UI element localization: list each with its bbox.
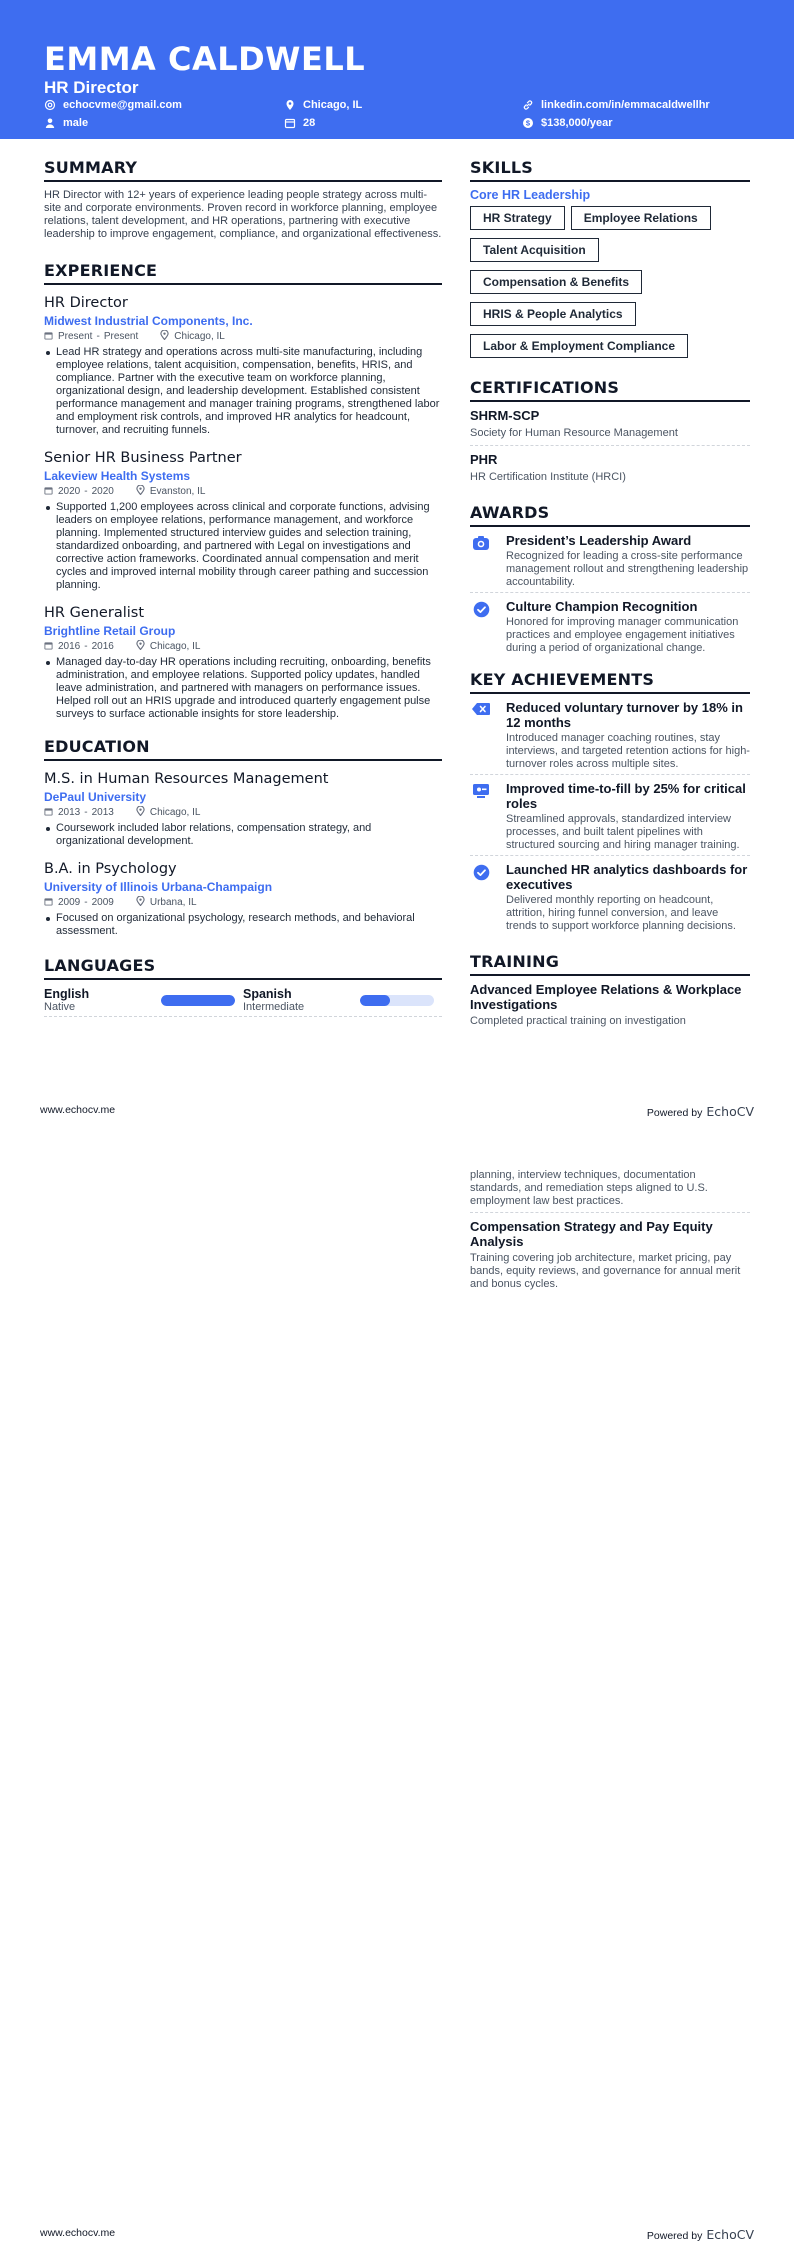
check-badge-icon	[470, 599, 492, 655]
skill-tag: Employee Relations	[571, 206, 711, 230]
date-location-row	[44, 330, 442, 344]
certification-item	[470, 402, 750, 446]
location-text: Urbana, IL	[149, 897, 197, 908]
achievement-description: Introduced manager coaching routines, stay interviews, and targeted retention actions for high-turnover roles across multiple sites.	[506, 732, 750, 770]
training-item	[470, 1213, 750, 1295]
footer-powered: Powered by	[646, 2230, 703, 2242]
certification-org: HR Certification Institute (HRCI)	[470, 471, 626, 483]
certification-name: PHR	[470, 452, 498, 467]
left-column	[44, 158, 442, 1017]
award-name: Culture Champion Recognition	[506, 599, 698, 614]
experience-entry	[44, 449, 442, 592]
linkedin-text: linkedin.com/in/emmacaldwellhr	[541, 99, 710, 111]
achievement-item	[470, 775, 750, 856]
date-location-row	[44, 806, 442, 820]
training-desc: Completed practical training on investigation	[470, 1015, 686, 1027]
date-location-row	[44, 640, 442, 654]
location	[136, 640, 201, 654]
right-column	[470, 158, 750, 1032]
svg-text:$: $	[525, 118, 531, 128]
awards-list	[470, 527, 750, 658]
achievements-heading: KEY ACHIEVEMENTS	[470, 670, 750, 694]
language-item	[243, 987, 442, 1014]
training-continuation	[470, 1163, 750, 1295]
end-date: 2016	[91, 641, 114, 652]
job-title: HR Generalist	[44, 605, 144, 621]
certifications-list	[470, 402, 750, 489]
start-date: 2020	[58, 486, 81, 497]
footer-site[interactable]: www.echocv.me	[40, 1104, 116, 1116]
award-item	[470, 527, 750, 593]
candidate-name: EMMA CALDWELL	[44, 40, 366, 78]
location-text: Chicago, IL	[303, 99, 363, 111]
job-description: Lead HR strategy and operations across multi-site manufacturing, including employee relations, talent acquisition, compensation, benefits, HRIS, and compliance. Partner with the executive team on workforce planning, organizational design, and leadership development. Established consistent performance management and manager training programs, strengthened labor and employment risk controls, and improved HR analytics for headcount, turnover, and recruiting funnels.	[44, 346, 442, 437]
language-level: Intermediate	[243, 1001, 305, 1013]
achievements-list	[470, 694, 750, 936]
calendar-icon	[44, 807, 53, 820]
resume-header	[0, 0, 794, 139]
experience-entry	[44, 604, 442, 721]
location	[136, 485, 206, 499]
skill-group-title: Core HR Leadership	[470, 188, 591, 202]
achievement-description: Streamlined approvals, standardized interview processes, and built talent pipelines with structured sourcing and hiring manager training.	[506, 813, 740, 851]
location	[160, 330, 225, 344]
education-description: Focused on organizational psychology, research methods, and behavioral assessment.	[44, 912, 442, 938]
training-item	[470, 976, 750, 1032]
achievement-description: Delivered monthly reporting on headcount, attrition, hiring funnel conversion, and leave trends to support workforce planning decisions.	[506, 894, 736, 932]
contact-email[interactable]	[44, 99, 182, 111]
location-text: Chicago, IL	[149, 641, 201, 652]
contact-age	[284, 117, 315, 129]
summary-heading: SUMMARY	[44, 158, 442, 182]
start-date: 2016	[58, 641, 81, 652]
link-icon	[522, 99, 534, 111]
calendar-icon	[44, 641, 53, 654]
footer-brand[interactable]: EchoCV	[706, 2227, 754, 2242]
language-name: English	[44, 987, 90, 1001]
map-pin-icon	[136, 640, 145, 654]
footer-site[interactable]: www.echocv.me	[40, 2227, 116, 2239]
location-text: Chicago, IL	[174, 331, 225, 342]
footer-brand[interactable]: EchoCV	[706, 1104, 754, 1119]
award-name: President’s Leadership Award	[506, 533, 692, 548]
degree-title: B.A. in Psychology	[44, 861, 177, 877]
skill-tag: Labor & Employment Compliance	[470, 334, 688, 358]
date-separator: -	[84, 641, 88, 652]
training-heading: TRAINING	[470, 952, 750, 976]
job-title: Senior HR Business Partner	[44, 450, 242, 466]
certification-name: SHRM-SCP	[470, 408, 540, 423]
experience-list	[44, 294, 442, 721]
experience-entry	[44, 294, 442, 437]
award-item	[470, 593, 750, 658]
certifications-heading: CERTIFICATIONS	[470, 378, 750, 402]
page-footer	[40, 1104, 754, 1119]
calendar-icon	[44, 897, 53, 910]
item-text	[506, 781, 750, 852]
proficiency-bar	[360, 995, 434, 1006]
training-desc: Training covering job architecture, market pricing, pay bands, equity reviews, and governance for annual merit and bonus cycles.	[470, 1252, 741, 1290]
location-text: Chicago, IL	[149, 807, 201, 818]
end-date: 2013	[91, 807, 114, 818]
language-name: Spanish	[243, 987, 292, 1001]
presentation-icon	[470, 781, 492, 852]
school-name[interactable]: DePaul University	[44, 790, 147, 804]
award-description: Recognized for leading a cross-site performance management rollout and strengthening leadership accountability.	[506, 550, 749, 588]
achievement-name: Improved time-to-fill by 25% for critical roles	[506, 781, 746, 811]
job-description: Managed day-to-day HR operations including recruiting, onboarding, benefits administration, and employee relations. Supported policy updates, handled leave administration, and partnered with managers on performance issues. Helped roll out an HRIS upgrade and introduced quarterly engagement pulse surveys to surface actionable insights for store leadership.	[44, 656, 442, 721]
salary-text: $138,000/year	[541, 117, 613, 129]
item-text	[506, 862, 750, 933]
proficiency-fill	[360, 995, 390, 1006]
contact-location	[284, 99, 362, 111]
date-location-row	[44, 896, 442, 910]
location	[136, 806, 201, 820]
item-text	[506, 533, 750, 589]
contact-info	[44, 99, 754, 131]
contact-linkedin[interactable]	[522, 99, 710, 111]
languages-list	[44, 987, 442, 1017]
map-pin-icon	[284, 99, 296, 111]
education-list	[44, 770, 442, 938]
map-pin-icon	[136, 896, 145, 910]
date-separator: -	[84, 897, 88, 908]
date-location-row	[44, 485, 442, 499]
contact-salary	[522, 117, 613, 129]
experience-heading: EXPERIENCE	[44, 261, 442, 285]
degree-title: M.S. in Human Resources Management	[44, 771, 329, 787]
education-heading: EDUCATION	[44, 737, 442, 761]
map-pin-icon	[160, 330, 169, 344]
dollar-circle-icon	[522, 117, 534, 129]
contact-gender	[44, 117, 88, 129]
school-name[interactable]: University of Illinois Urbana-Champaign	[44, 880, 273, 894]
award-description: Honored for improving manager communication practices and employee engagement initiatives during a period of organizational change.	[506, 616, 739, 654]
end-date: 2009	[91, 897, 114, 908]
company-name[interactable]: Midwest Industrial Components, Inc.	[44, 314, 253, 328]
education-entry	[44, 860, 442, 938]
language-level: Native	[44, 1001, 76, 1013]
job-title: HR Director	[44, 295, 128, 311]
certification-org: Society for Human Resource Management	[470, 427, 678, 439]
proficiency-bar	[161, 995, 235, 1006]
company-name[interactable]: Lakeview Health Systems	[44, 469, 191, 483]
footer-powered: Powered by	[646, 1107, 703, 1119]
date-separator: -	[84, 486, 88, 497]
language-item	[44, 987, 243, 1014]
candidate-role: HR Director	[44, 78, 139, 97]
education-entry	[44, 770, 442, 848]
calendar-icon	[44, 331, 53, 344]
date-separator: -	[84, 807, 88, 818]
email-text: echocvme@gmail.com	[63, 99, 182, 111]
item-text	[506, 700, 750, 771]
training-name: Advanced Employee Relations & Workplace Investigations	[470, 982, 742, 1012]
location	[136, 896, 197, 910]
company-name[interactable]: Brightline Retail Group	[44, 624, 176, 638]
certification-item	[470, 446, 750, 489]
skills-heading: SKILLS	[470, 158, 750, 182]
achievement-name: Launched HR analytics dashboards for executives	[506, 862, 748, 892]
awards-heading: AWARDS	[470, 503, 750, 527]
summary-text: HR Director with 12+ years of experience leading people strategy across multi-site and corporate environments. Proven record in workforce planning, employee relations, talent development, and HR operations, partnering with executive leadership to improve engagement, compliance, and organizational effectiveness.	[44, 189, 442, 240]
calendar-icon	[284, 117, 296, 129]
gender-text: male	[63, 117, 89, 129]
check-badge-icon	[470, 862, 492, 933]
start-date: Present	[58, 331, 93, 342]
date-separator: -	[96, 331, 100, 342]
skill-tags	[470, 206, 750, 366]
tag-x-icon	[470, 700, 492, 771]
proficiency-fill	[161, 995, 235, 1006]
skill-tag: Compensation & Benefits	[470, 270, 642, 294]
at-icon	[44, 99, 56, 111]
training-name: Compensation Strategy and Pay Equity Analysis	[470, 1219, 713, 1249]
page-footer	[40, 2227, 754, 2242]
age-text: 28	[303, 117, 316, 129]
achievement-item	[470, 856, 750, 936]
education-description: Coursework included labor relations, compensation strategy, and organizational development.	[44, 822, 442, 848]
language-text	[243, 987, 304, 1014]
training-desc-continued: planning, interview techniques, documentation standards, and remediation steps aligned to U.S. employment law best practices.	[470, 1169, 708, 1207]
start-date: 2013	[58, 807, 81, 818]
camera-icon	[470, 533, 492, 589]
training-item-continued	[470, 1163, 750, 1213]
job-description: Supported 1,200 employees across clinical and corporate functions, advising leaders on employee relations, performance management, and workforce planning. Implemented structured interview guides and selection training, standardized onboarding, and partnered with Legal on investigations and corrective action frameworks. Coordinated annual compensation and merit cycles and improved internal mobility through career pathing and succession planning.	[44, 501, 442, 592]
map-pin-icon	[136, 806, 145, 820]
skill-tag: Talent Acquisition	[470, 238, 599, 262]
skill-tag: HR Strategy	[470, 206, 565, 230]
languages-heading: LANGUAGES	[44, 956, 442, 980]
item-text	[506, 599, 750, 655]
map-pin-icon	[136, 485, 145, 499]
start-date: 2009	[58, 897, 81, 908]
skill-tag: HRIS & People Analytics	[470, 302, 636, 326]
calendar-icon	[44, 486, 53, 499]
language-text	[44, 987, 89, 1014]
location-text: Evanston, IL	[149, 486, 206, 497]
end-date: Present	[103, 331, 139, 342]
achievement-name: Reduced voluntary turnover by 18% in 12 months	[506, 700, 743, 730]
end-date: 2020	[91, 486, 114, 497]
achievement-item	[470, 694, 750, 775]
user-icon	[44, 117, 56, 129]
